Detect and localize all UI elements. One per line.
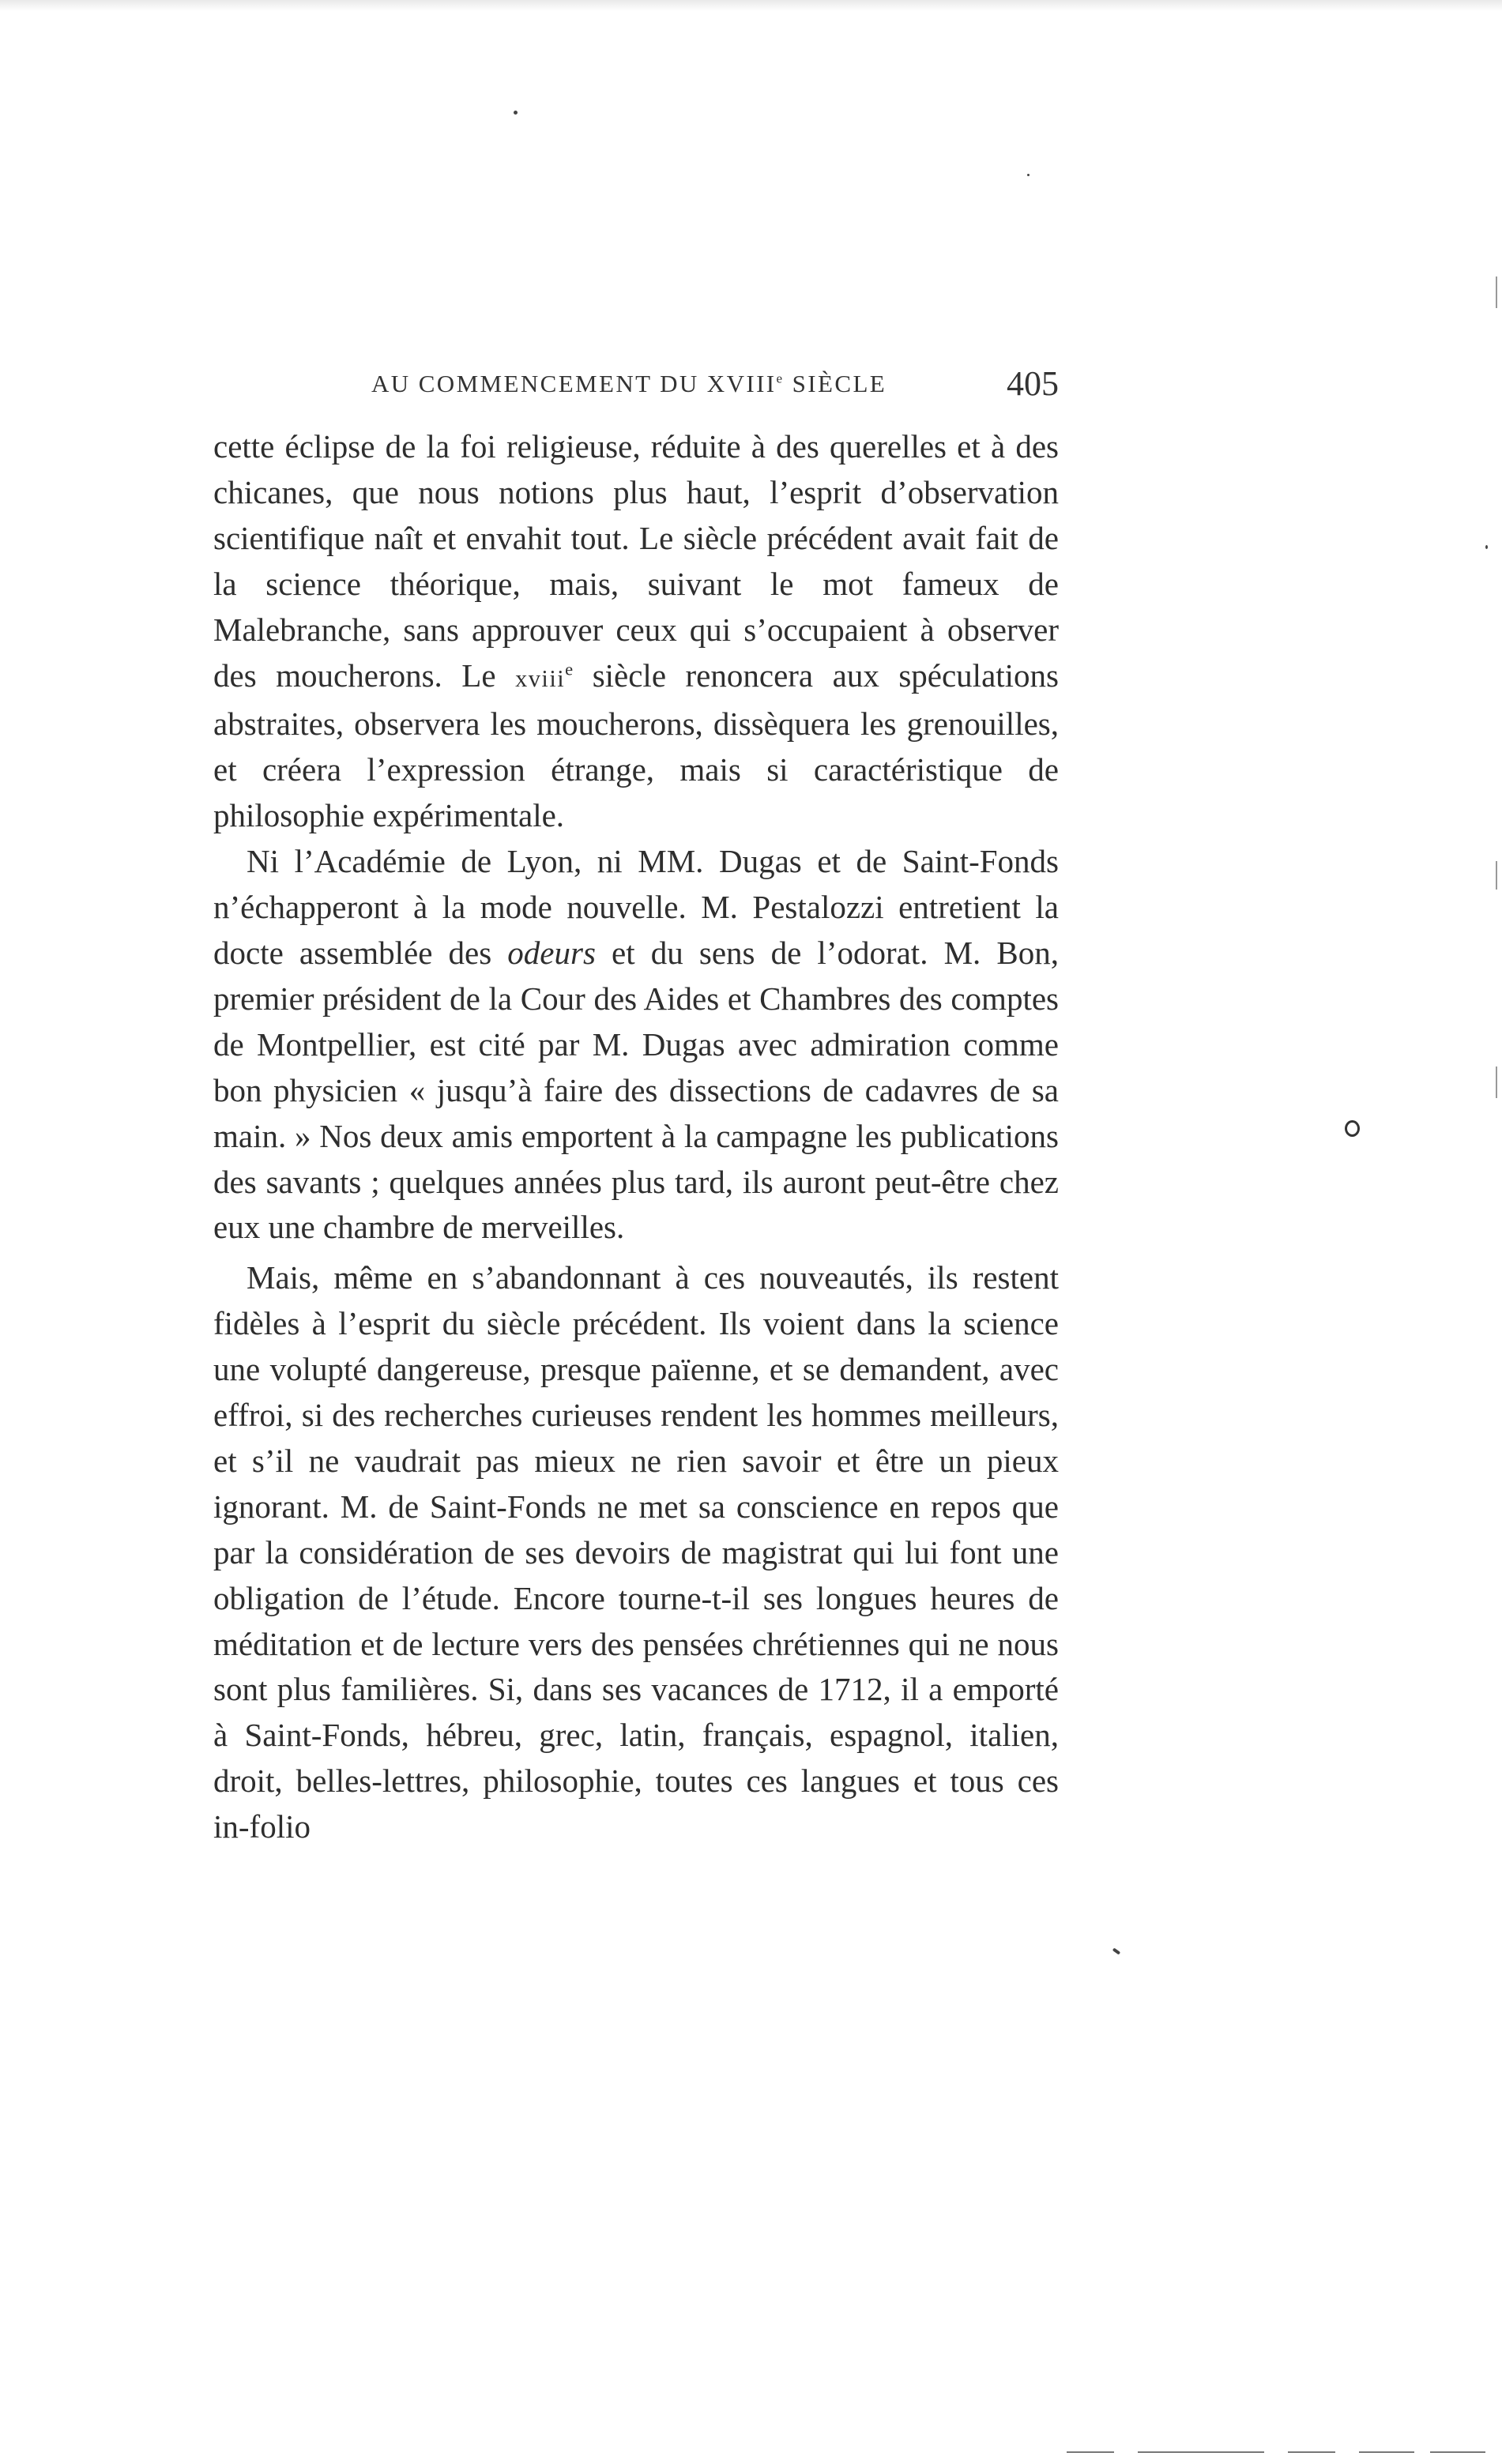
- scan-speck: [514, 111, 518, 115]
- scan-speck-ring: [1345, 1120, 1360, 1137]
- century-small-caps: xviii: [515, 664, 566, 692]
- scan-bottom-rule: [1067, 2451, 1114, 2453]
- scan-bottom-rule: [1138, 2451, 1264, 2453]
- century-superscript: e: [565, 658, 574, 679]
- paragraph-1-part-2: siècle renoncera aux spéculations abstraites, observera les moucherons, dissèquera les grenouilles, et créera l’expression étrange, mais si caractéristique de philosophie expérimentale.: [213, 656, 1060, 834]
- scan-edge-mark: [1496, 276, 1497, 308]
- scan-speck: [1027, 174, 1030, 176]
- scan-edge-mark: [1496, 1066, 1497, 1098]
- running-title-prefix: AU COMMENCEMENT DU XVIII: [371, 370, 777, 397]
- running-title-suffix: SIÈCLE: [784, 370, 887, 397]
- paragraph-1-part-1: cette éclipse de la foi religieuse, réduite à des querelles et à des chicanes, que nous notions plus haut, l’esprit d’observation scientifique naît et envahit tout. Le siècle précédent avait fait de la science théorique, mais, suivant le mot fameux de Malebranche, sans approuver ceux qui s’occupaient à observer des moucherons. Le: [213, 428, 1059, 694]
- scan-speck: [1112, 1947, 1120, 1954]
- scan-edge-shadow: [0, 0, 1502, 11]
- page-number: 405: [1007, 364, 1059, 403]
- paragraph-2-part-2: et du sens de l’odorat. M. Bon, premier président de la Cour des Aides et Chambres des comptes de Montpellier, est cité par M. Dugas avec admiration comme bon physicien « jusqu’à faire des dissections de cadavres de sa main. » Nos deux amis emportent à la campagne les publications des savants ; quelques années plus tard, ils auront peut-être chez eux une chambre de merveilles.: [213, 934, 1059, 1246]
- scan-bottom-rule: [1430, 2451, 1485, 2453]
- scan-bottom-rule: [1359, 2451, 1414, 2453]
- paragraph-2-part-1: Ni l’Académie de Lyon, ni MM. Dugas et de Saint-Fonds n’échapperont à la mode nouvelle. M. Pestalozzi entretient la docte assemblée des: [213, 843, 1059, 971]
- scan-edge-mark: [1496, 861, 1497, 890]
- scan-speck: [1485, 545, 1488, 549]
- running-head: [213, 363, 1059, 411]
- body-text: [213, 424, 1059, 1850]
- italic-word-odeurs: odeurs: [507, 934, 596, 971]
- running-title: [371, 370, 887, 398]
- paragraph-2: [213, 839, 1059, 1251]
- scan-bottom-rule: [1288, 2451, 1335, 2453]
- paragraph-3: Mais, même en s’abandonnant à ces nouveautés, ils restent fidèles à l’esprit du siècle précédent. Ils voient dans la science une volupté dangereuse, presque païenne, et se demandent, avec effroi, si des recherches curieuses rendent les hommes meilleurs, et s’il ne vaudrait pas mieux ne rien savoir et être un pieux ignorant. M. de Saint-Fonds ne met sa conscience en repos que par la considération de ses devoirs de magistrat qui lui font une obligation de l’étude. Encore tourne-t-il ses longues heures de méditation et de lecture vers des pensées chrétiennes qui ne nous sont plus familières. Si, dans ses vacances de 1712, il a emporté à Saint-Fonds, hébreu, grec, latin, français, espagnol, italien, droit, belles-lettres, philosophie, toutes ces langues et tous ces in-folio: [213, 1259, 1059, 1845]
- paragraph-1: [213, 424, 1059, 839]
- running-title-superscript: e: [776, 371, 785, 386]
